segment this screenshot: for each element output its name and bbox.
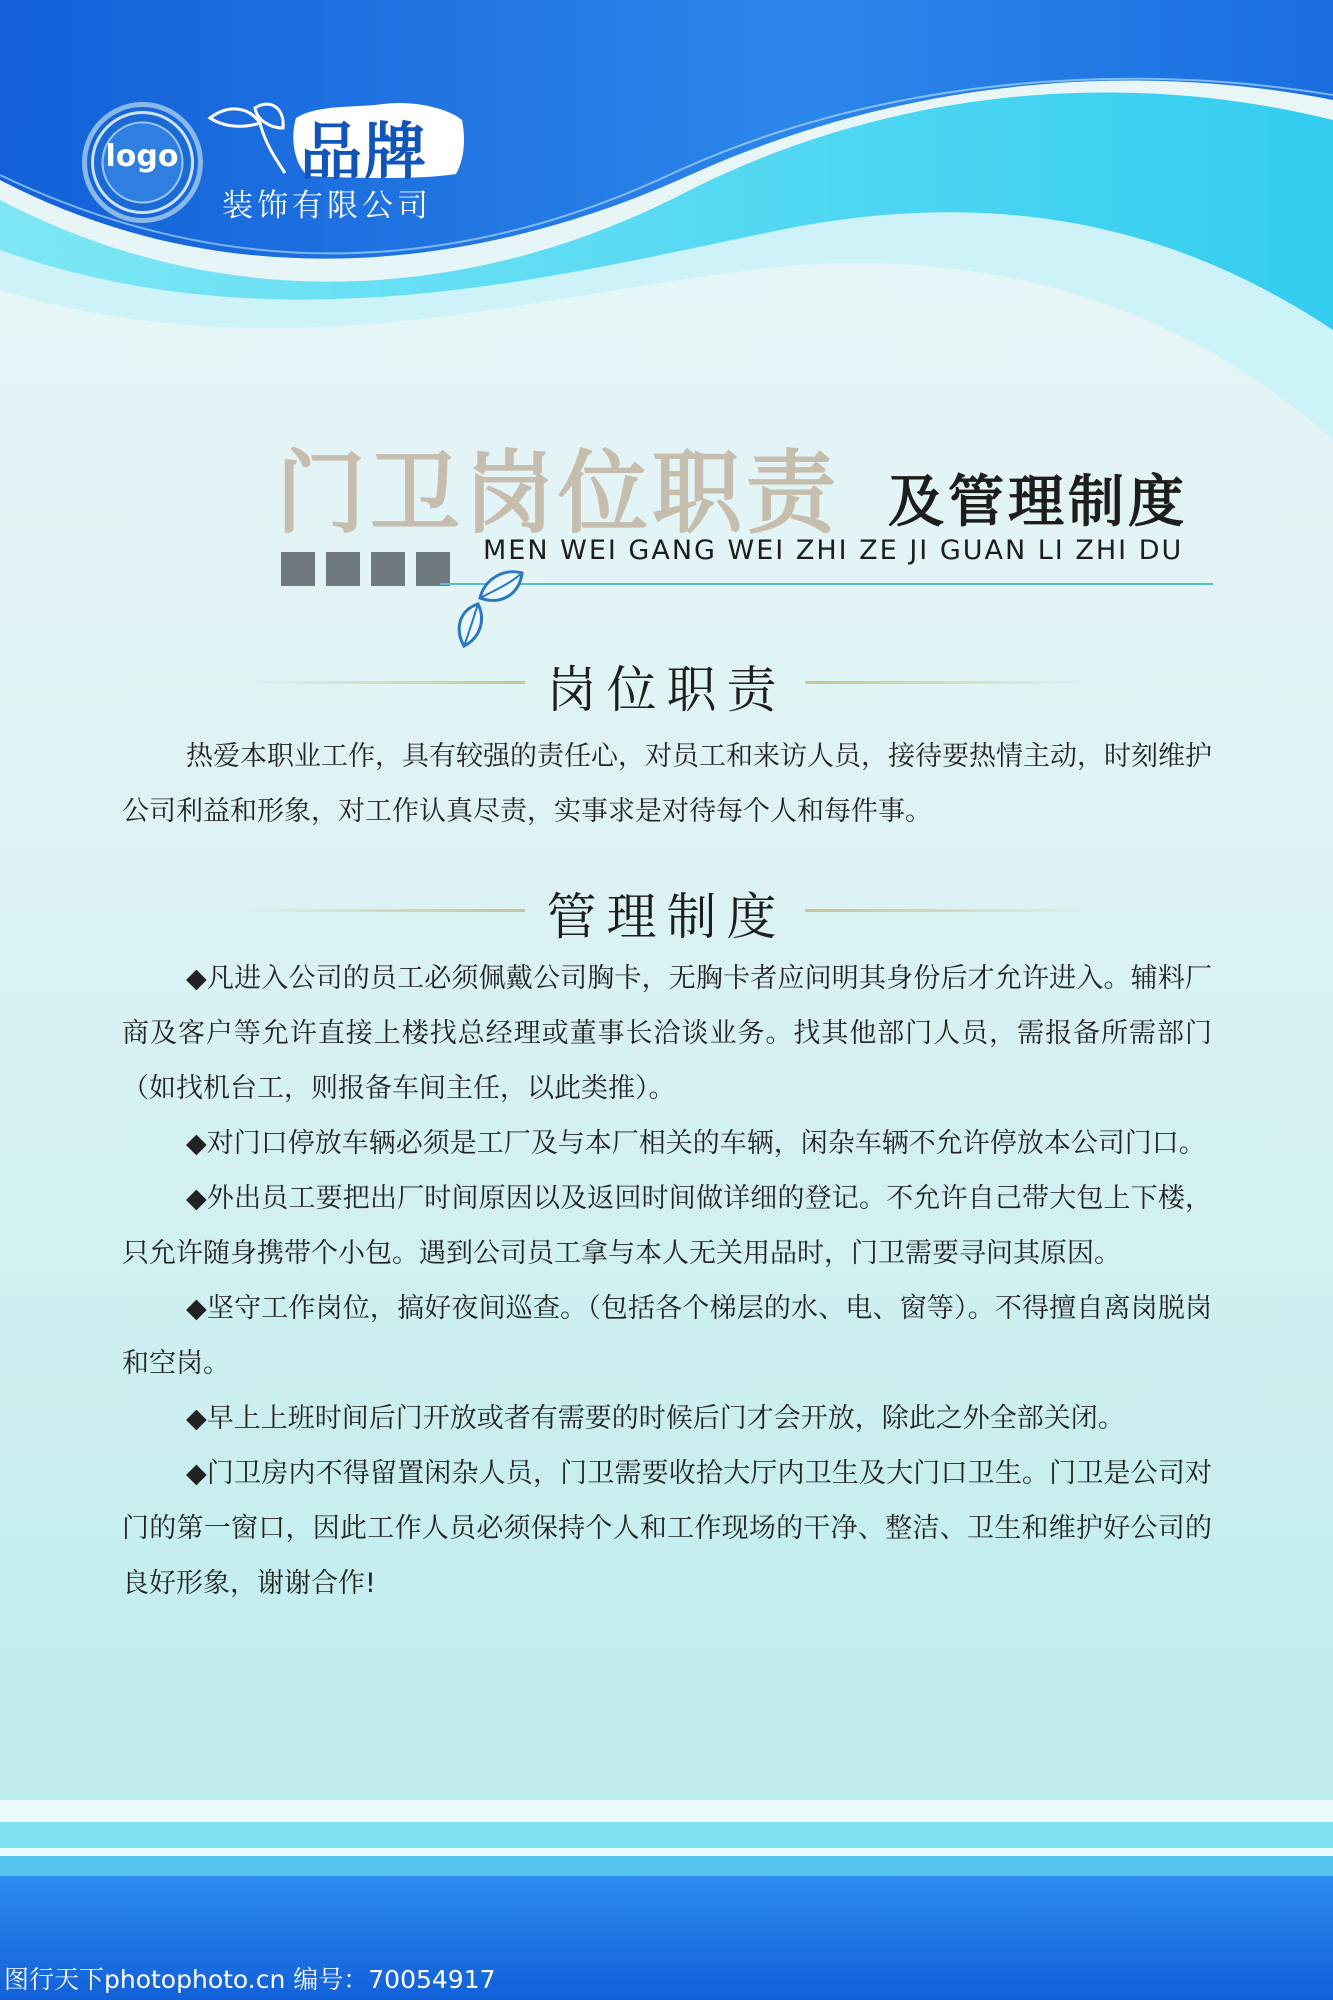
brand-name: 品牌 [300, 115, 429, 188]
section-heading-rules: 管理制度 [546, 888, 787, 946]
list-item: ◆凡进入公司的员工必须佩戴公司胸卡，无胸卡者应问明其身份后才允许进入。辅料厂商及客户等允许直接上楼找总经理或董事长洽谈业务。找其他部门人员，需报备所需部门（如找机台工，则报备车间主任，以此类推）。 [122, 963, 1212, 1104]
title-square [326, 552, 360, 586]
list-item: ◆对门口停放车辆必须是工厂及与本厂相关的车辆，闲杂车辆不允许停放本公司门口。 [186, 1128, 1206, 1159]
list-item: ◆坚守工作岗位，搞好夜间巡查。（包括各个梯层的水、电、窗等）。不得擅自离岗脱岗和空岗。 [122, 1293, 1212, 1379]
title-pinyin: MEN WEI GANG WEI ZHI ZE JI GUAN LI ZHI DU [483, 535, 1184, 566]
section-heading-duties: 岗位职责 [546, 661, 787, 719]
duties-text: 热爱本职业工作，具有较强的责任心，对员工和来访人员，接待要热情主动，时刻维护公司利益和形象，对工作认真尽责，实事求是对待每个人和每件事。 [122, 741, 1212, 827]
title-square [371, 552, 405, 586]
page-subtitle: 及管理制度 [888, 470, 1188, 535]
list-item: ◆门卫房内不得留置闲杂人员，门卫需要收拾大厅内卫生及大门口卫生。门卫是公司对门的第一窗口，因此工作人员必须保持个人和工作现场的干净、整洁、卫生和维护好公司的良好形象，谢谢合作! [122, 1458, 1212, 1599]
leaf-icon [205, 98, 295, 178]
list-item: ◆早上上班时间后门开放或者有需要的时候后门才会开放，除此之外全部关闭。 [186, 1403, 1125, 1434]
page-title: 门卫岗位职责 [276, 441, 840, 546]
list-item: ◆外出员工要把出厂时间原因以及返回时间做详细的登记。不允许自己带大包上下楼，只允许随身携带个小包。遇到公司员工拿与本人无关用品时，门卫需要寻问其原因。 [122, 1183, 1212, 1269]
watermark-text: 图行天下photophoto.cn 编号：70054917 [4, 1965, 496, 1994]
company-name: 装饰有限公司 [222, 188, 432, 224]
duties-paragraph [122, 729, 1212, 839]
title-divider [440, 583, 1213, 585]
title-square [281, 552, 315, 586]
rules-list [122, 951, 1212, 1611]
logo-text: logo [105, 139, 179, 174]
title-square [416, 552, 450, 586]
leaf-icon [450, 558, 526, 652]
